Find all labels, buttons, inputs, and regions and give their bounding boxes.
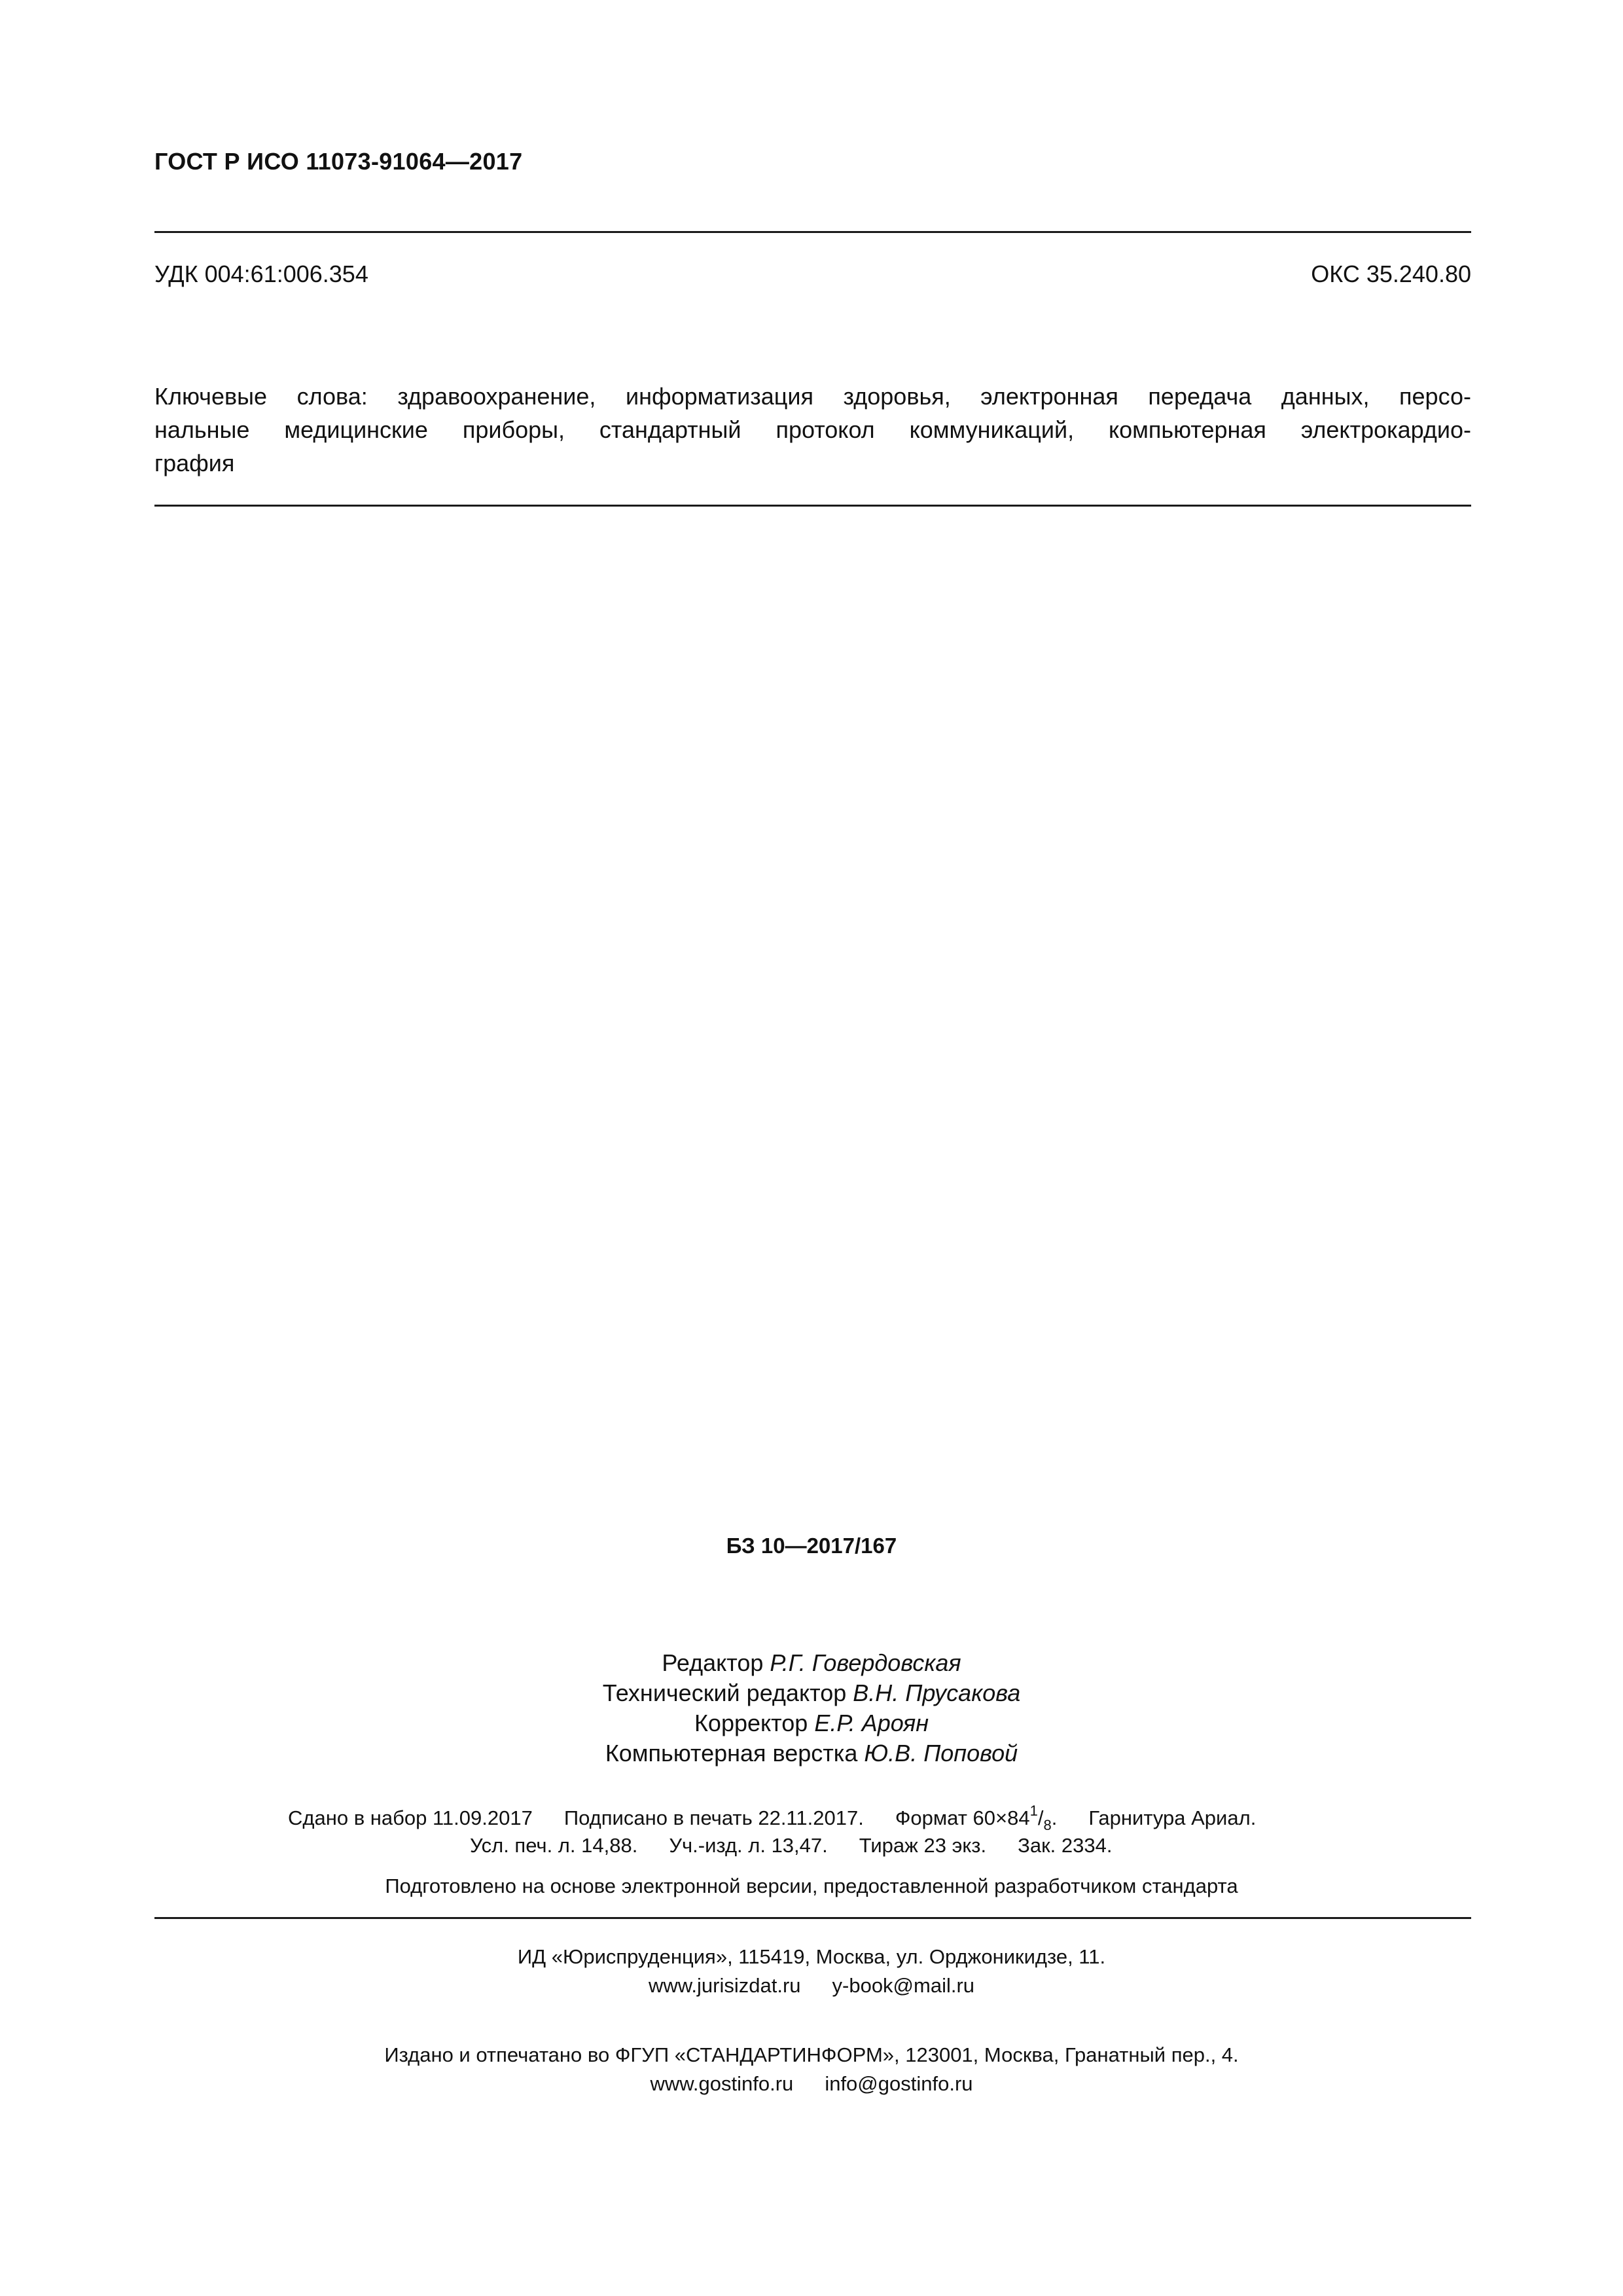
header-divider	[154, 231, 1471, 233]
publisher-email[interactable]: y-book@mail.ru	[832, 1974, 975, 1997]
keywords-block	[154, 380, 1471, 480]
printer-contacts	[0, 2070, 1623, 2098]
publisher-website[interactable]: www.jurisizdat.ru	[648, 1974, 801, 1997]
printer-address: Издано и отпечатано во ФГУП «СТАНДАРТИНФОРМ», 123001, Москва, Гранатный пер., 4.	[384, 2043, 1239, 2066]
staff-editor: Редактор Р.Г. Говердовская	[662, 1649, 961, 1676]
imprint-print-sheets: Усл. печ. л. 14,88.	[470, 1834, 638, 1857]
staff-tech-editor: Технический редактор В.Н. Прусакова	[602, 1679, 1021, 1706]
staff-layout: Компьютерная верстка Ю.В. Поповой	[605, 1740, 1018, 1767]
printer-block	[0, 2041, 1623, 2098]
imprint-pub-sheets: Уч.-изд. л. 13,47.	[669, 1834, 828, 1857]
staff-corrector: Корректор Е.Р. Ароян	[694, 1710, 929, 1736]
oks-code: ОКС 35.240.80	[1311, 260, 1471, 287]
prepared-note: Подготовлено на основе электронной версии, предоставленной разработчиком стандарта	[385, 1874, 1238, 1897]
keywords-line-1: Ключевые слова: здравоохранение, информатизация здоровья, электронная передача данных, персо-	[154, 383, 1471, 410]
imprint-submitted: Сдано в набор 11.09.2017	[288, 1806, 533, 1829]
publisher-block	[0, 1943, 1623, 2000]
bz-number: БЗ 10—2017/167	[726, 1534, 897, 1558]
udk-code: УДК 004:61:006.354	[154, 260, 368, 287]
publisher-contacts	[0, 1971, 1623, 2000]
imprint-row-1	[288, 1803, 1257, 1833]
printer-website[interactable]: www.gostinfo.ru	[650, 2072, 794, 2095]
imprint-row-2	[470, 1834, 1112, 1857]
imprint-run: Тираж 23 экз.	[859, 1834, 987, 1857]
keywords-line-3: графия	[154, 450, 235, 476]
keywords-divider	[154, 505, 1471, 507]
imprint-format: Формат $60\times 84^1/_8$.	[895, 1803, 1058, 1833]
keywords-line-2: нальные медицинские приборы, стандартный протокол коммуникаций, компьютерная электрокардио-	[154, 416, 1471, 443]
staff-credits	[0, 1648, 1623, 1768]
publisher-address: ИД «Юриспруденция», 115419, Москва, ул. Орджоникидзе, 11.	[517, 1945, 1106, 1968]
imprint-signed: Подписано в печать 22.11.2017.	[563, 1806, 864, 1829]
imprint-typeface: Гарнитура Ариал.	[1088, 1806, 1257, 1829]
imprint-order: Зак. 2334.	[1018, 1834, 1113, 1857]
standard-title: ГОСТ Р ИСО 11073-91064—2017	[154, 148, 523, 175]
printer-email[interactable]: info@gostinfo.ru	[825, 2072, 973, 2095]
imprint-divider	[154, 1917, 1471, 1919]
